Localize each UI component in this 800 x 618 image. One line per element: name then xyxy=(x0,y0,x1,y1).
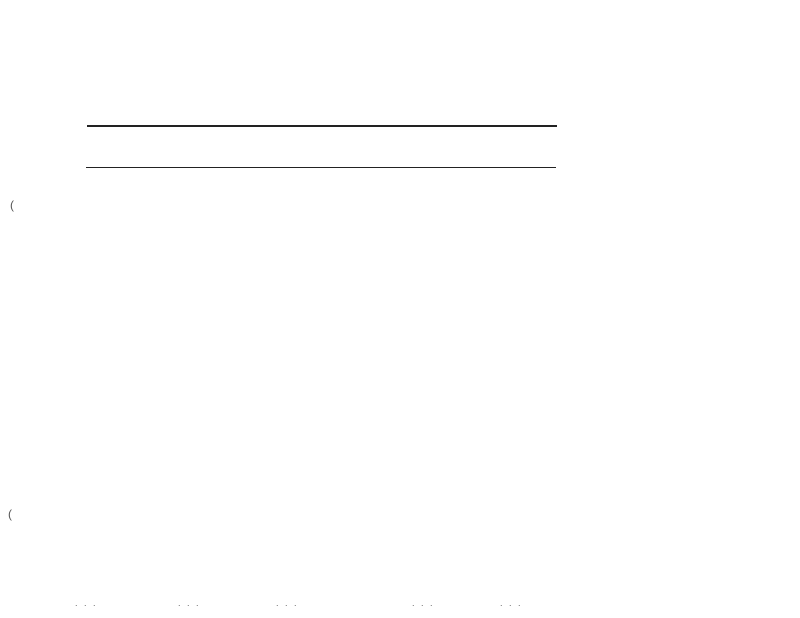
scan-noise: . . . xyxy=(500,598,523,608)
binder-hole-mark: ( xyxy=(10,198,14,212)
header-underline xyxy=(86,167,556,168)
scan-noise: . . . xyxy=(75,598,98,608)
scan-noise: . . . xyxy=(412,598,435,608)
scan-noise: . . . xyxy=(276,598,299,608)
section-divider xyxy=(87,125,557,127)
scan-noise: . . . xyxy=(178,598,201,608)
binder-hole-mark: ( xyxy=(8,507,12,521)
